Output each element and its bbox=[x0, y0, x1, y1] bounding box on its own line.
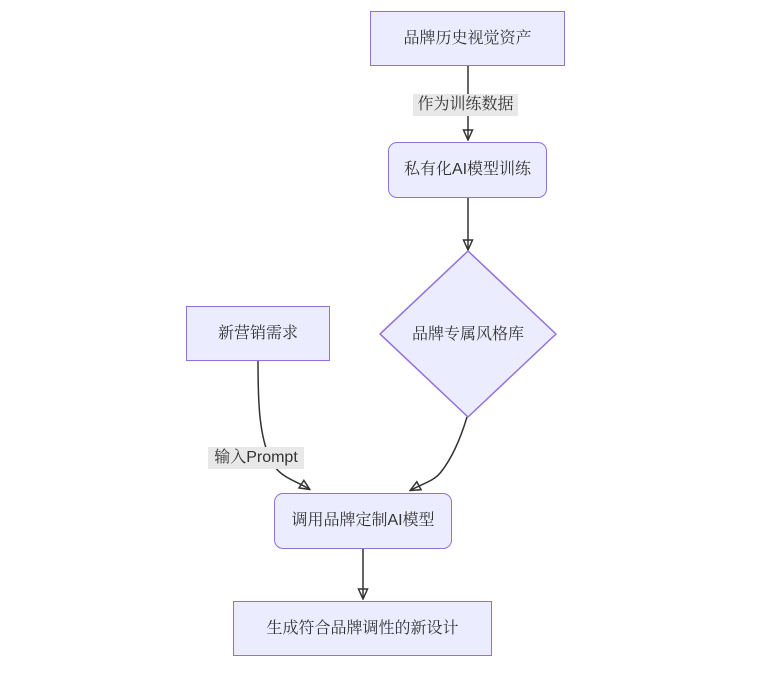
node-invoke-model-label: 调用品牌定制AI模型 bbox=[291, 512, 435, 530]
node-marketing-need-label: 新营销需求 bbox=[217, 324, 298, 342]
edge-label-training-data-text: 作为训练数据 bbox=[417, 96, 514, 113]
node-invoke-model bbox=[274, 493, 452, 549]
node-style-library bbox=[380, 307, 556, 362]
node-new-design-label: 生成符合品牌调性的新设计 bbox=[266, 619, 459, 637]
node-brand-assets bbox=[370, 11, 565, 66]
node-model-training-label: 私有化AI模型训练 bbox=[403, 161, 532, 179]
node-marketing-need bbox=[186, 306, 330, 361]
edge-label-input-prompt bbox=[208, 447, 304, 469]
edge-label-input-prompt-text: 输入Prompt bbox=[214, 449, 298, 466]
node-brand-assets-label: 品牌历史视觉资产 bbox=[403, 29, 532, 47]
edge-marketing-need-to-invoke-model bbox=[258, 361, 309, 489]
node-style-library-label: 品牌专属风格库 bbox=[411, 325, 524, 343]
edge-label-training-data bbox=[413, 94, 518, 116]
edge-style-library-to-invoke-model bbox=[411, 417, 467, 490]
node-new-design bbox=[233, 601, 492, 656]
node-model-training bbox=[388, 142, 547, 198]
